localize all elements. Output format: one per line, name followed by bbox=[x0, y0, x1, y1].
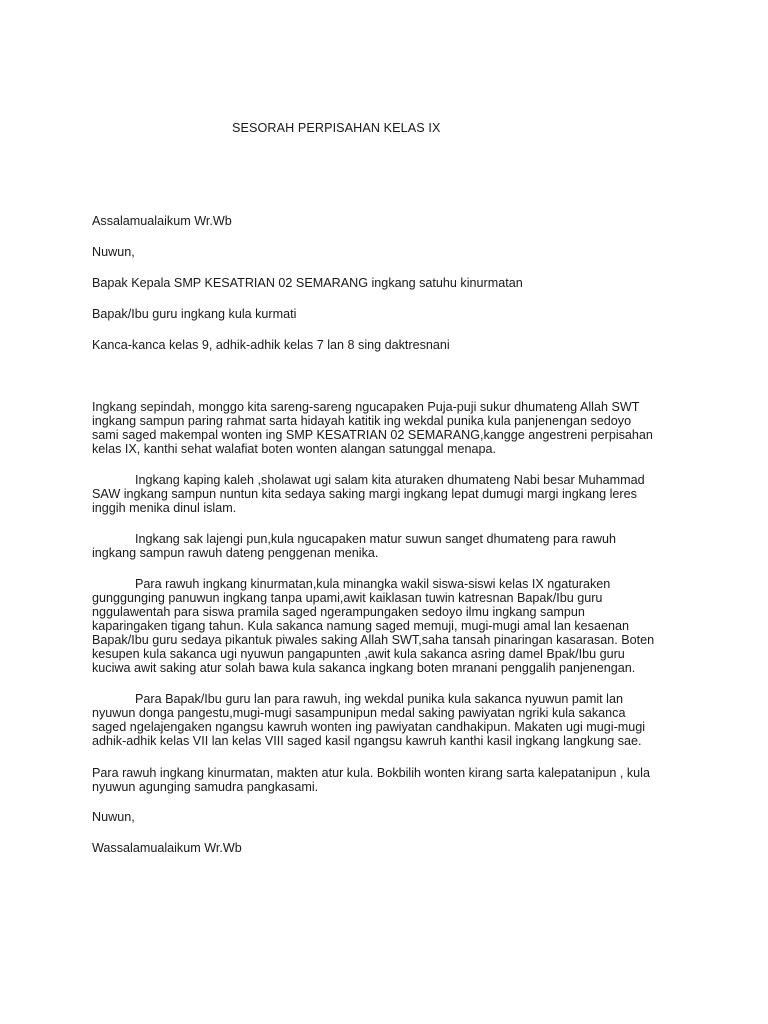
paragraph-line: inggih menika dinul islam. bbox=[92, 501, 237, 515]
paragraph-line: Ingkang sak lajengi pun,kula ngucapaken matur suwun sanget dhumateng para rawuh bbox=[135, 532, 616, 546]
paragraph-line: Ingkang sepindah, monggo kita sareng-sareng ngucapaken Puja-puji sukur dhumateng Allah SWT bbox=[92, 400, 640, 414]
address-line-teachers: Bapak/Ibu guru ingkang kula kurmati bbox=[92, 307, 297, 321]
paragraph-line: saged ngelajengaken ngangsu kawruh wonten ing pawiyatan candhakipun. Makaten ugi mugi-mugi bbox=[92, 720, 646, 734]
address-line-friends: Kanca-kanca kelas 9, adhik-adhik kelas 7 lan 8 sing daktresnani bbox=[92, 338, 450, 352]
paragraph-line: kesupen kula sakanca ugi nyuwun pangapunten ,awit kula sakanca asring damel Bpak/Ibu guru bbox=[92, 647, 625, 661]
greeting: Assalamualaikum Wr.Wb bbox=[92, 214, 232, 228]
paragraph-line: nyuwun agunging samudra pangkasami. bbox=[92, 780, 319, 794]
paragraph-line: Para rawuh ingkang kinurmatan, makten atur kula. Bokbilih wonten kirang sarta kalepatanipun , kula bbox=[92, 766, 650, 780]
paragraph-opening-praise bbox=[92, 400, 682, 456]
paragraph-line: adhik-adhik kelas VII lan kelas VIII saged kasil ngangsu kawruh kanthi kasil ingkang langkung sae. bbox=[92, 734, 642, 748]
paragraph-line: ingkang sampun paring rahmat sarta hidayah katitik ing wekdal punika kula panjenengan sedoyo bbox=[92, 414, 632, 428]
nuwun-closing: Nuwun, bbox=[92, 810, 135, 824]
paragraph-line: Para rawuh ingkang kinurmatan,kula minangka wakil siswa-siswi kelas IX ngaturaken bbox=[135, 577, 611, 591]
paragraph-line: ingkang sampun rawuh dateng penggenan menika. bbox=[92, 546, 379, 560]
paragraph-line: SAW ingkang sampun nuntun kita sedaya saking margi ingkang lepat dumugi margi ingkang leres bbox=[92, 487, 637, 501]
paragraph-line: Bapak/Ibu guru sedaya pikantuk piwales saking Allah SWT,saha tansah pinaringan kasarasan. Boten bbox=[92, 633, 655, 647]
address-line-headmaster: Bapak Kepala SMP KESATRIAN 02 SEMARANG ingkang satuhu kinurmatan bbox=[92, 276, 523, 290]
paragraph-thanks-teachers bbox=[92, 577, 682, 675]
paragraph-line: kelas IX, kanthi sehat walafiat boten wonten alangan satunggal menapa. bbox=[92, 442, 496, 456]
paragraph-line: sami saged makempal wonten ing SMP KESATRIAN 02 SEMARANG,kangge angestreni perpisahan bbox=[92, 428, 653, 442]
closing-salam: Wassalamualaikum Wr.Wb bbox=[92, 841, 242, 855]
nuwun-opening: Nuwun, bbox=[92, 245, 135, 259]
paragraph-closing-apology bbox=[92, 766, 682, 794]
paragraph-line: Para Bapak/Ibu guru lan para rawuh, ing wekdal punika kula sakanca nyuwun pamit lan bbox=[135, 692, 623, 706]
document-title: SESORAH PERPISAHAN KELAS IX bbox=[232, 121, 441, 135]
paragraph-line: nyuwun donga pangestu,mugi-mugi sasampunipun medal saking pawiyatan ngriki kula sakanca bbox=[92, 706, 626, 720]
paragraph-line: kuciwa awit saking atur solah bawa kula sakanca ingkang boten mranani penggalih panjenengan. bbox=[92, 661, 636, 675]
paragraph-thanks-guests bbox=[92, 532, 682, 560]
paragraph-line: gunggunging panuwun ingkang tanpa upami,awit kaiklasan tuwin katresnan Bapak/Ibu guru bbox=[92, 591, 603, 605]
paragraph-sholawat bbox=[92, 473, 682, 515]
paragraph-line: nggulawentah para siswa pramila saged ngerampungaken sedoyo ilmu ingkang sampun bbox=[92, 605, 585, 619]
paragraph-line: kaparingaken tigang tahun. Kula sakanca namung saged memuji, mugi-mugi amal lan kesaenan bbox=[92, 619, 629, 633]
paragraph-farewell bbox=[92, 692, 682, 748]
paragraph-line: Ingkang kaping kaleh ,sholawat ugi salam kita aturaken dhumateng Nabi besar Muhammad bbox=[135, 473, 645, 487]
